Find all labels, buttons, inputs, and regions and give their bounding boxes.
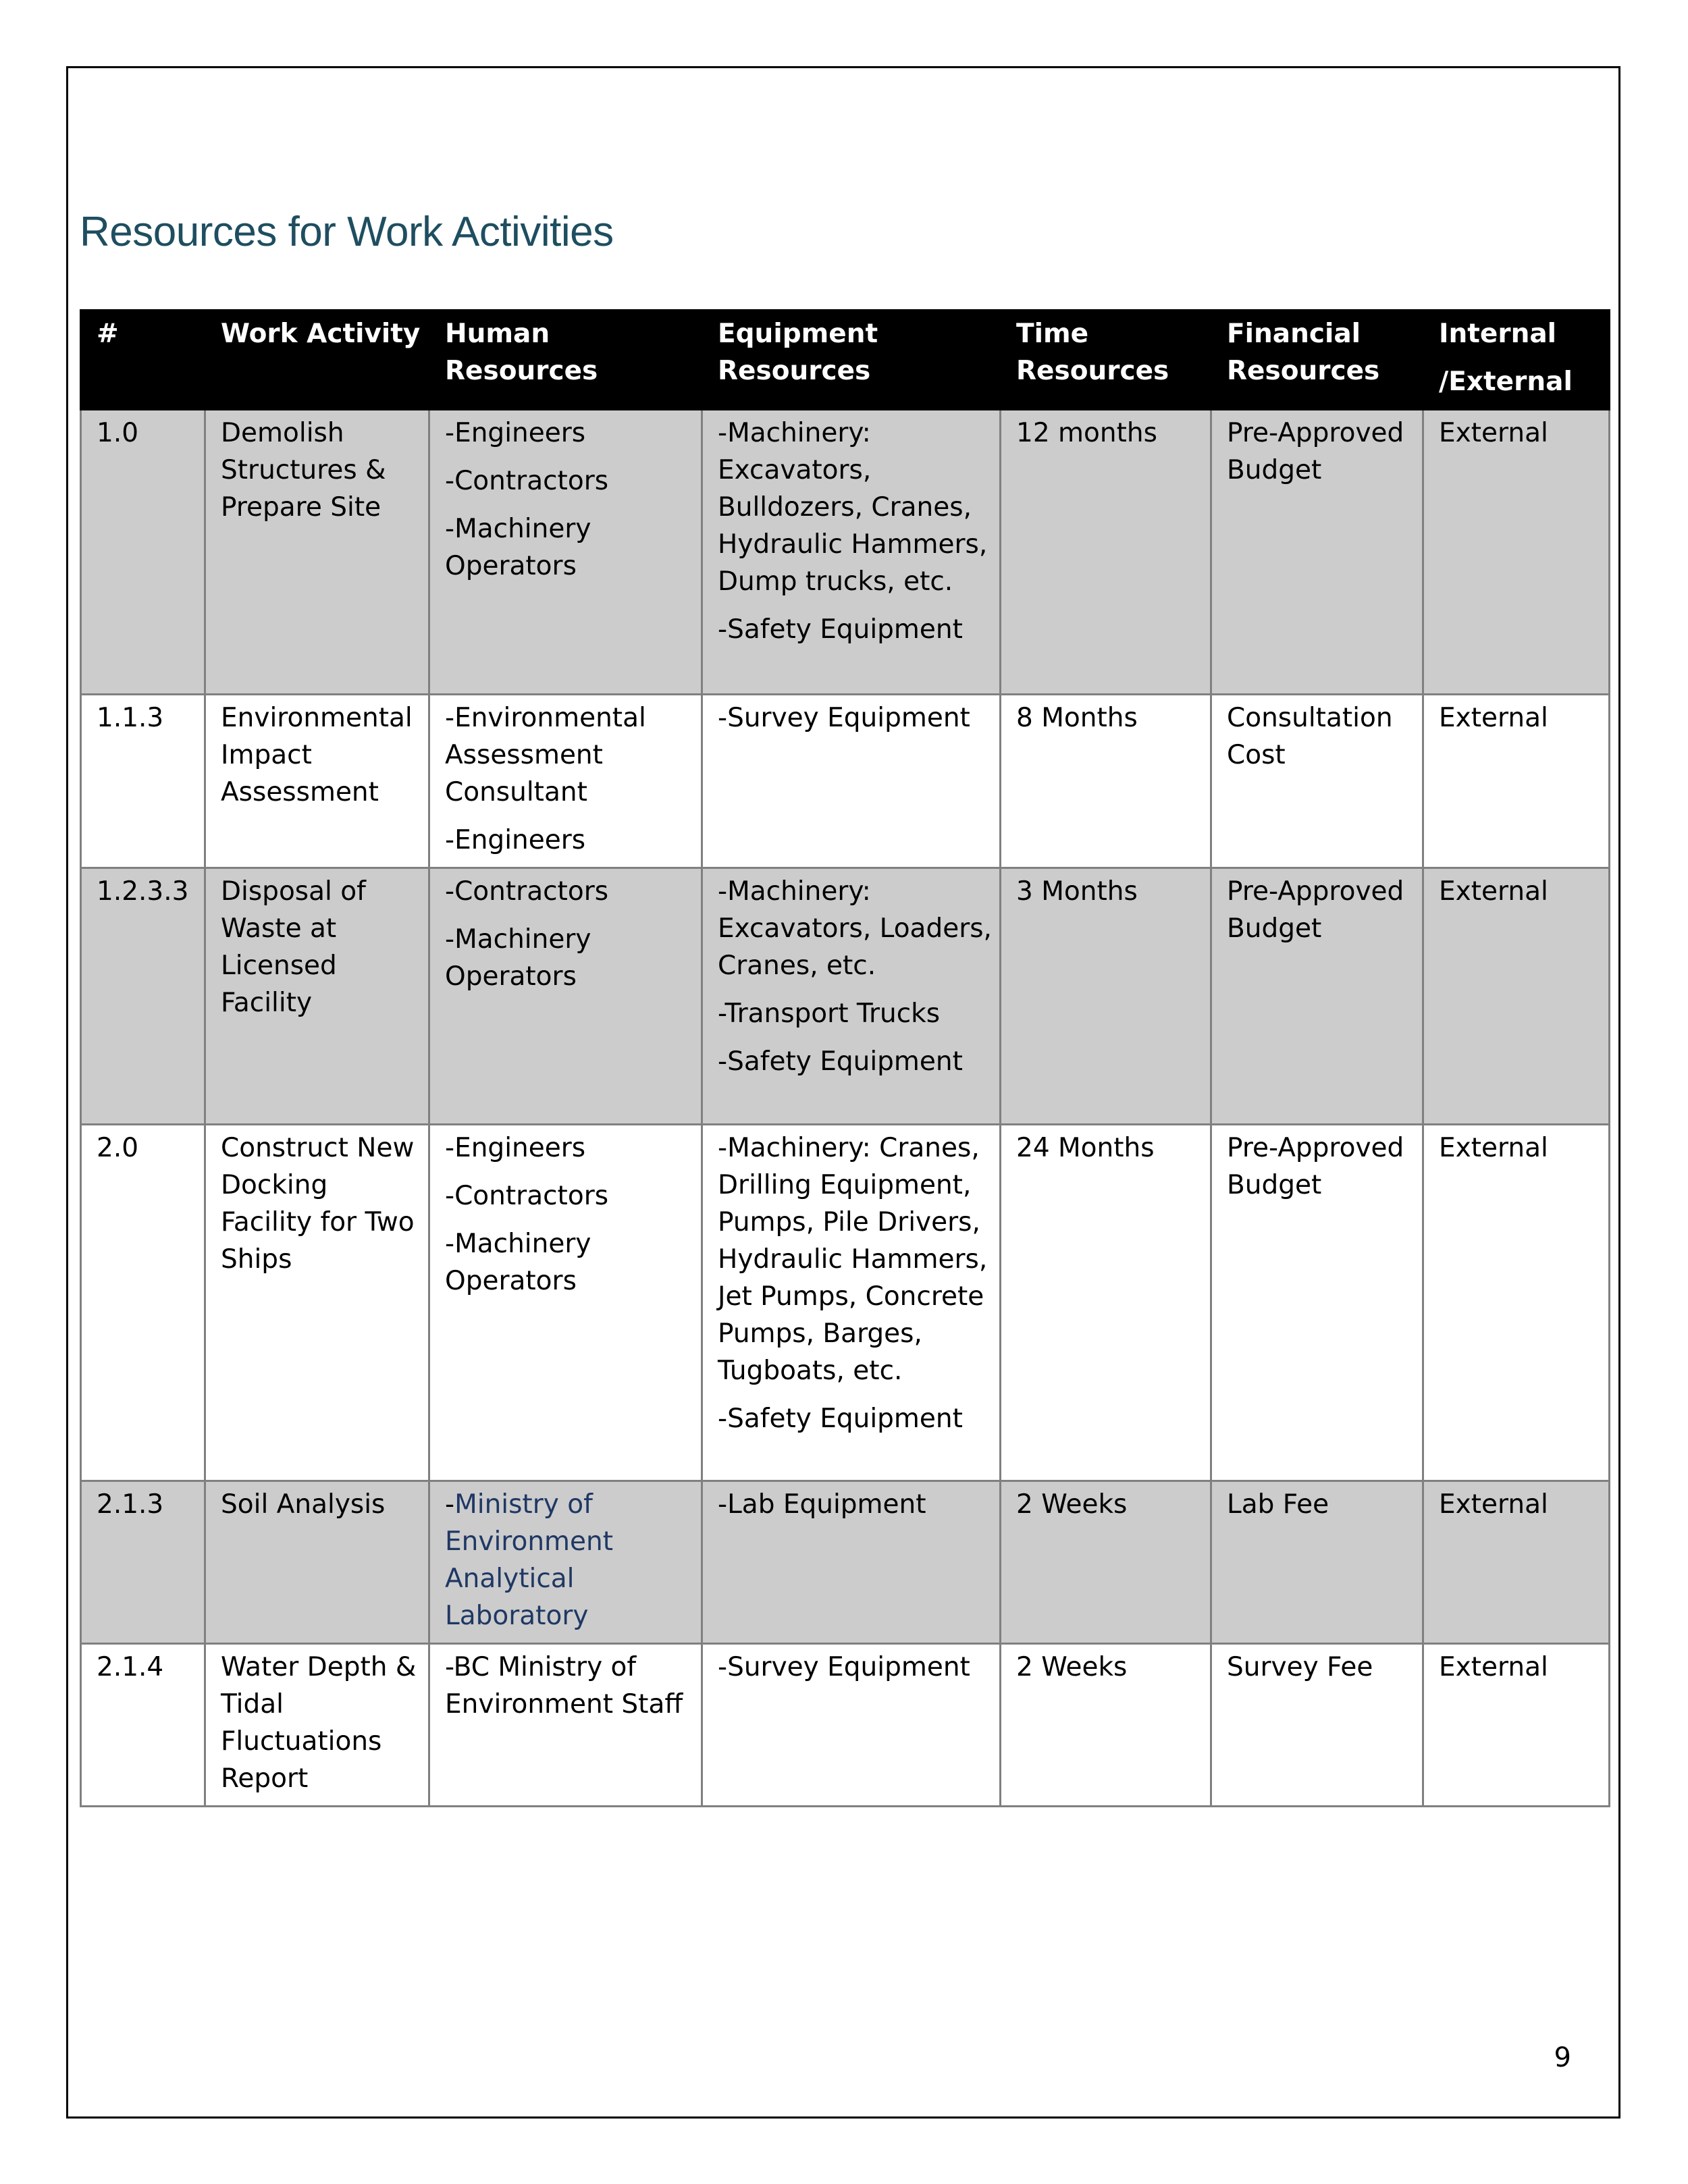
cell-time: 2 Weeks [1001, 1644, 1211, 1807]
cell-num: 2.1.3 [81, 1481, 205, 1644]
header-internal-line2: /External [1439, 367, 1573, 397]
header-num: # [81, 311, 205, 410]
cell-financial: Lab Fee [1211, 1481, 1423, 1644]
cell-time: 8 Months [1001, 695, 1211, 868]
table-row [81, 1481, 1610, 1644]
cell-internal: External [1423, 1481, 1610, 1644]
equipment-item: -Survey Equipment [718, 1652, 970, 1682]
cell-human [429, 410, 702, 695]
cell-equipment [702, 695, 1001, 868]
table-row [81, 1644, 1610, 1807]
cell-activity: Soil Analysis [205, 1481, 429, 1644]
cell-time: 3 Months [1001, 868, 1211, 1125]
table-header-row [81, 311, 1610, 410]
table-row [81, 410, 1610, 695]
cell-equipment [702, 1125, 1001, 1481]
cell-activity: Construct New Docking Facility for Two Ships [205, 1125, 429, 1481]
cell-num: 2.1.4 [81, 1644, 205, 1807]
table-row [81, 1125, 1610, 1481]
cell-financial: Survey Fee [1211, 1644, 1423, 1807]
header-work-activity: Work Activity [205, 311, 429, 410]
cell-human [429, 1125, 702, 1481]
cell-internal: External [1423, 695, 1610, 868]
cell-human [429, 1481, 702, 1644]
table-row [81, 695, 1610, 868]
cell-human [429, 1644, 702, 1807]
cell-activity: Environmental Impact Assessment [205, 695, 429, 868]
human-item: -Machinery Operators [445, 1229, 591, 1296]
cell-equipment [702, 868, 1001, 1125]
human-item: -Contractors [445, 876, 609, 907]
cell-internal: External [1423, 1644, 1610, 1807]
cell-human [429, 868, 702, 1125]
equipment-item: -Machinery: Excavators, Bulldozers, Cranes, Hydraulic Hammers, Dump trucks, etc. [718, 418, 988, 597]
header-human-resources: Human Resources [429, 311, 702, 410]
cell-internal: External [1423, 868, 1610, 1125]
human-item: -Engineers [445, 825, 586, 855]
equipment-item: -Lab Equipment [718, 1489, 926, 1520]
human-item: -Engineers [445, 418, 586, 448]
cell-time: 24 Months [1001, 1125, 1211, 1481]
cell-internal: External [1423, 410, 1610, 695]
cell-activity: Disposal of Waste at Licensed Facility [205, 868, 429, 1125]
human-item: -Machinery Operators [445, 924, 591, 992]
cell-time: 2 Weeks [1001, 1481, 1211, 1644]
header-equipment-resources: Equipment Resources [702, 311, 1001, 410]
equipment-item: -Safety Equipment [718, 614, 963, 645]
page-title: Resources for Work Activities [80, 209, 614, 255]
human-item: -Contractors [445, 1181, 609, 1211]
human-item: -Engineers [445, 1133, 586, 1163]
human-item: -Machinery Operators [445, 514, 591, 581]
cell-human [429, 695, 702, 868]
cell-num: 2.0 [81, 1125, 205, 1481]
cell-num: 1.0 [81, 410, 205, 695]
ministry-lab-link[interactable]: Ministry of Environment Analytical Laboratory [445, 1489, 614, 1631]
equipment-item: -Safety Equipment [718, 1404, 963, 1434]
cell-internal: External [1423, 1125, 1610, 1481]
cell-num: 1.1.3 [81, 695, 205, 868]
cell-equipment [702, 1481, 1001, 1644]
cell-num: 1.2.3.3 [81, 868, 205, 1125]
cell-financial: Pre-Approved Budget [1211, 410, 1423, 695]
human-item: -Contractors [445, 466, 609, 496]
equipment-item: -Machinery: Excavators, Loaders, Cranes, etc. [718, 876, 992, 981]
cell-time: 12 months [1001, 410, 1211, 695]
human-item: -BC Ministry of Environment Staff [445, 1652, 683, 1720]
header-internal-external [1423, 311, 1610, 410]
header-financial-resources: Financial Resources [1211, 311, 1423, 410]
cell-equipment [702, 410, 1001, 695]
cell-financial: Consultation Cost [1211, 695, 1423, 868]
cell-financial: Pre-Approved Budget [1211, 868, 1423, 1125]
equipment-item: -Survey Equipment [718, 703, 970, 733]
human-item: -Environmental Assessment Consultant [445, 703, 646, 807]
human-prefix: - [445, 1489, 455, 1520]
page-number: 9 [1554, 2042, 1571, 2073]
cell-equipment [702, 1644, 1001, 1807]
cell-activity: Water Depth & Tidal Fluctuations Report [205, 1644, 429, 1807]
equipment-item: -Transport Trucks [718, 998, 941, 1029]
equipment-item: -Machinery: Cranes, Drilling Equipment, Pumps, Pile Drivers, Hydraulic Hammers, Jet Pumps, Concrete Pumps, Barges, Tugboats, etc. [718, 1133, 988, 1386]
cell-activity: Demolish Structures & Prepare Site [205, 410, 429, 695]
equipment-item: -Safety Equipment [718, 1046, 963, 1077]
header-internal-line1: Internal [1439, 319, 1557, 349]
header-time-resources: Time Resources [1001, 311, 1211, 410]
cell-financial: Pre-Approved Budget [1211, 1125, 1423, 1481]
resources-table [80, 309, 1610, 1807]
table-row [81, 868, 1610, 1125]
